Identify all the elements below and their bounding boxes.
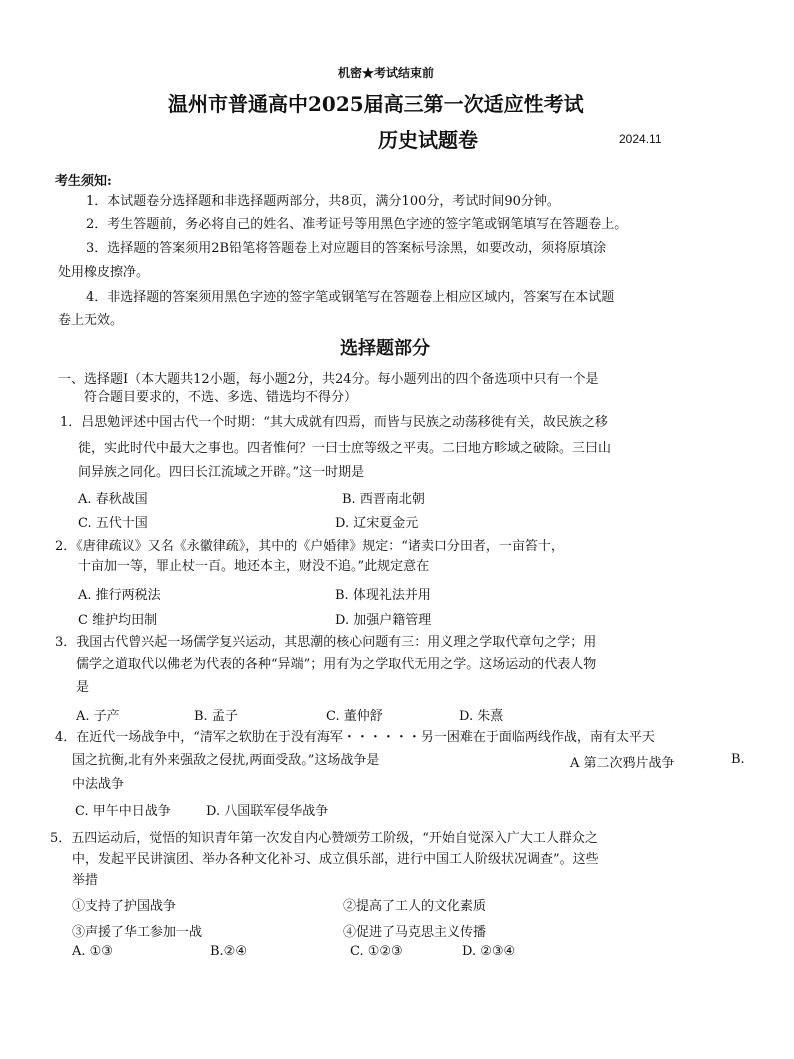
- q5-statement-2: ②提高了工人的文化素质: [343, 899, 487, 914]
- q4-option-c: C. 甲午中日战争: [75, 804, 171, 819]
- q2-option-b: B. 体现礼法并用: [335, 588, 431, 603]
- notice-item-3: 3．选择题的答案须用2B铅笔将答题卷上对应题目的答案标号涂黑，如要改动，须将原填涂: [86, 241, 607, 256]
- q1-option-b: B. 西晋南北朝: [342, 492, 425, 507]
- notice-item-3-cont: 处用橡皮擦净。: [58, 265, 150, 280]
- q4-option-b-label: B.: [731, 752, 745, 767]
- q3-stem-line-3: 是: [76, 680, 90, 695]
- notice-item-4-cont: 卷上无效。: [58, 313, 124, 328]
- q1-option-c: C. 五代十国: [78, 516, 148, 531]
- q3-option-a: A. 子产: [76, 709, 120, 724]
- q4-stem-line-1: 4．在近代一场战争中，“清军之软肋在于没有海军・・・・・・另一困难在于面临两线作战，南有太平天: [55, 730, 655, 745]
- q5-option-d: D. ②③④: [462, 944, 516, 959]
- q2-stem-line-1: 2．《唐律疏议》又名《永徽律疏》，其中的《户婚律》规定：“诸卖口分田者，一亩笞十，: [55, 539, 564, 554]
- section-intro: 一、选择题Ⅰ（本大题共12小题，每小题2分，共24分。每小题列出的四个备选项中只有一个是: [58, 372, 599, 387]
- q2-stem-line-2: 十亩加一等，罪止杖一百。地还本主，财没不追。”此规定意在: [78, 559, 430, 574]
- q2-option-c: C 维护均田制: [78, 613, 158, 628]
- q1-option-d: D. 辽宋夏金元: [335, 516, 419, 531]
- notice-item-4: 4．非选择题的答案须用黑色字迹的签字笔或钢笔写在答题卷上相应区域内，答案写在本试题: [86, 290, 615, 305]
- paper-subtitle: 历史试题卷: [378, 128, 478, 152]
- q4-stem-line-2: 国之抗衡,北有外来强敌之侵扰,两面受敌。”这场战争是: [72, 753, 380, 768]
- q2-option-d: D. 加强户籍管理: [335, 613, 432, 628]
- notice-item-1: 1．本试题卷分选择题和非选择题两部分，共8页，满分100分，考试时间90分钟。: [86, 194, 560, 209]
- q1-stem-line-2: 徙，实此时代中最大之事也。四者惟何？一曰士庶等级之平夷。二曰地方畛域之破除。三曰山: [78, 441, 612, 456]
- q1-stem-line-1: 1．吕思勉评述中国古代一个时期：“其大成就有四焉，而皆与民族之动荡移徙有关，故民族之移: [60, 415, 608, 430]
- q3-stem-line-1: 3．我国古代曾兴起一场儒学复兴运动，其思潮的核心问题有三：用义理之学取代章句之学；用: [55, 635, 597, 650]
- q4-option-b-text: 中法战争: [72, 777, 125, 792]
- q5-stem-line-3: 举措: [72, 873, 99, 888]
- exam-title: 温州市普通高中2025届高三第一次适应性考试: [168, 92, 584, 116]
- q4-option-d: D. 八国联军侵华战争: [206, 804, 329, 819]
- q5-option-b: B.②④: [210, 944, 247, 959]
- q3-option-c: C. 董仲舒: [326, 709, 383, 724]
- section-intro-cont: 符合题目要求的，不选、多选、错选均不得分）: [84, 390, 358, 405]
- q2-option-a: A. 推行两税法: [78, 588, 161, 603]
- q3-stem-line-2: 儒学之道取代以佛老为代表的各种“异端”；用有为之学取代无用之学。这场运动的代表人物: [76, 657, 597, 672]
- q3-option-b: B. 孟子: [194, 709, 238, 724]
- q5-stem-line-1: 5．五四运动后，觉悟的知识青年第一次发自内心赞颂劳工阶级，“开始自觉深入广大工人群众之: [50, 831, 598, 846]
- confidential-label: 机密★考试结束前: [338, 66, 435, 80]
- section-title: 选择题部分: [340, 338, 430, 359]
- notice-heading: 考生须知:: [55, 174, 112, 189]
- q5-option-a: A. ①③: [72, 944, 113, 959]
- q1-option-a: A. 春秋战国: [78, 492, 148, 507]
- q4-option-a: A 第二次鸦片战争: [570, 756, 675, 771]
- q3-option-d: D. 朱熹: [459, 709, 504, 724]
- q5-stem-line-2: 中，发起平民讲演团、举办各种文化补习、成立俱乐部，进行中国工人阶级状况调查”。这些: [72, 852, 599, 867]
- notice-item-2: 2．考生答题前，务必将自己的姓名、准考证号等用黑色字迹的签字笔或钢笔填写在答题卷上。: [86, 217, 628, 232]
- exam-date: 2024.11: [619, 132, 662, 146]
- q5-statement-3: ③声援了华工参加一战: [72, 925, 203, 940]
- q5-statement-4: ④促进了马克思主义传播: [343, 925, 487, 940]
- q5-option-c: C. ①②③: [350, 944, 403, 959]
- q1-stem-line-3: 间异族之同化。四曰长江流域之开辟。”这一时期是: [78, 465, 365, 480]
- q5-statement-1: ①支持了护国战争: [72, 899, 177, 914]
